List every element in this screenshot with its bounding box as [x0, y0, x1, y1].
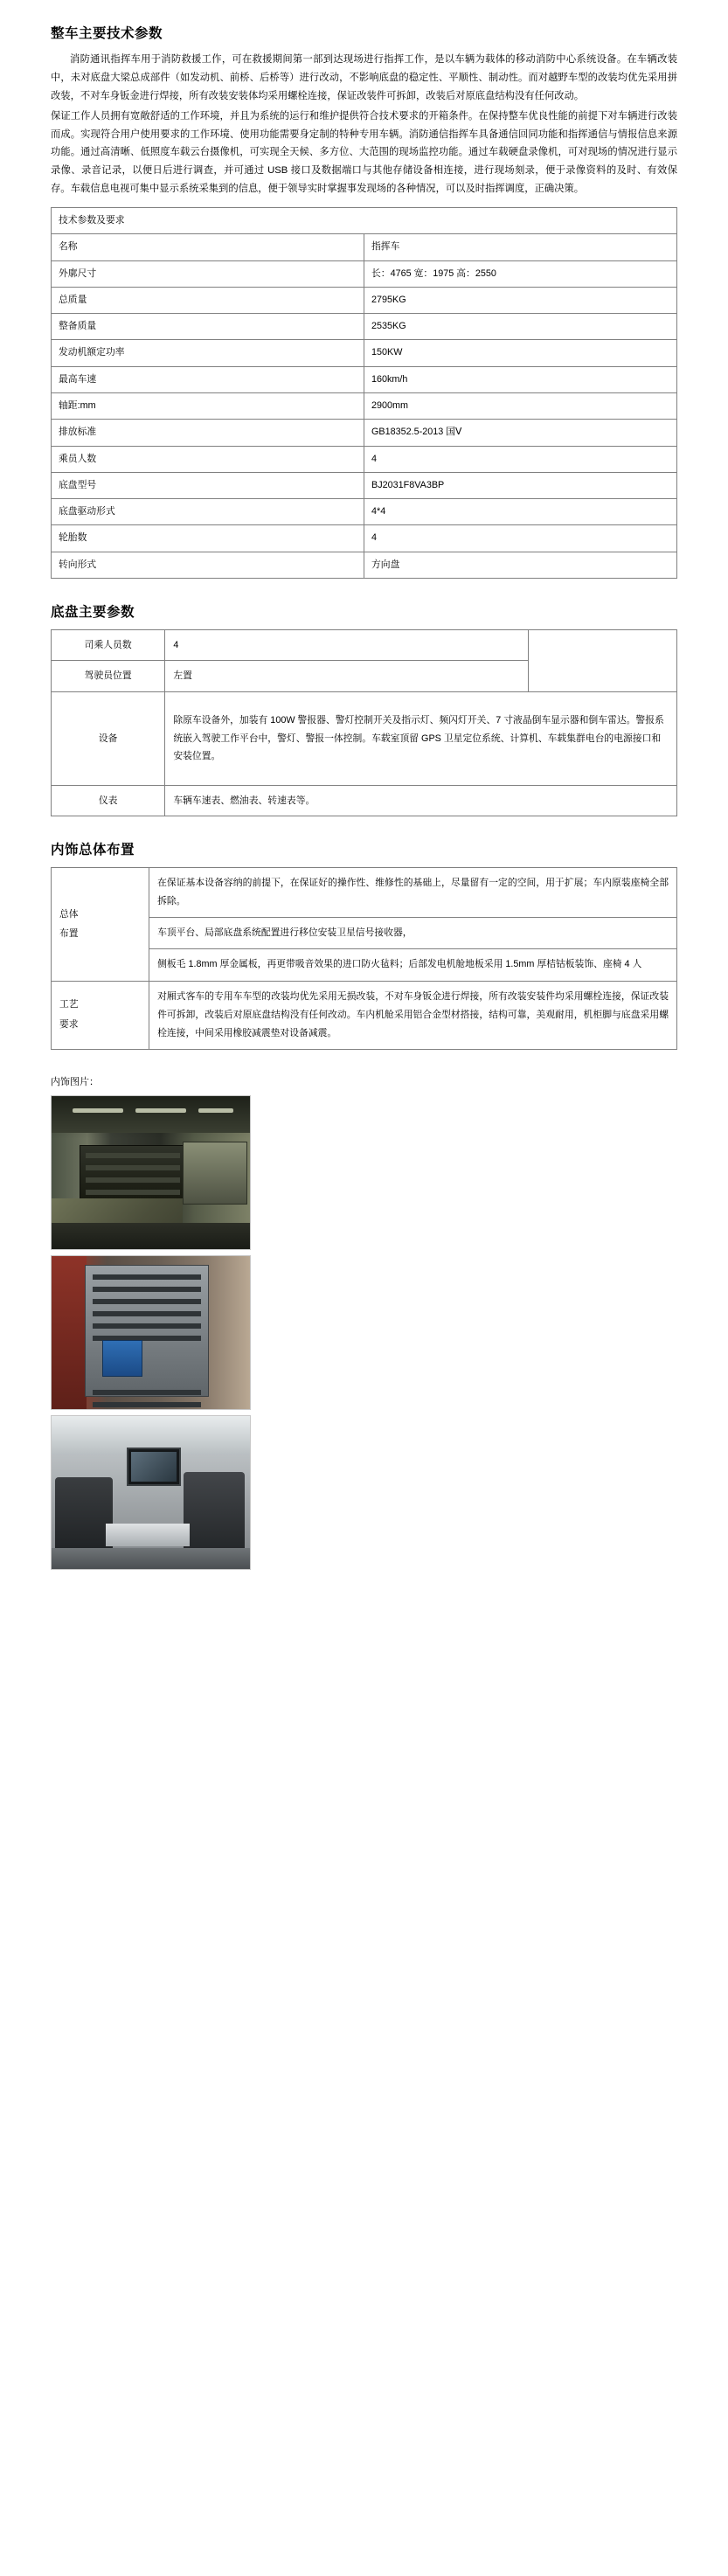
spec-value: BJ2031F8VA3BP [364, 472, 677, 498]
chassis-label: 驾驶员位置 [52, 661, 165, 692]
spec-value: 4 [364, 446, 677, 472]
table-row [52, 446, 677, 472]
interior-text: 对厢式客车的专用车车型的改装均优先采用无损改装，不对车身钣金进行焊接，所有改装安装件均采用螺栓连接，保证改装件可拆卸，改装后对原底盘结构没有任何改动。车内机舱采用铝合金型材搭接，结构可靠，美观耐用，机柜脚与底盘采用螺栓连接，中间采用橡胶减震垫对设备减震。 [149, 981, 677, 1049]
spec-label: 转向形式 [52, 552, 364, 578]
spec-value: 2795KG [364, 287, 677, 313]
table-row [52, 691, 677, 785]
section-title-vehicle: 整车主要技术参数 [51, 26, 163, 41]
table-row [52, 314, 677, 340]
ceiling-strip [52, 1096, 250, 1133]
seat-right [184, 1472, 245, 1556]
vehicle-paragraph-2: 保证工作人员拥有宽敞舒适的工作环境，并且为系统的运行和维护提供符合技术要求的开箱条件。在保持整车优良性能的前提下对车辆进行改装而成。实现符合用户使用要求的工作环境、使用功能需要身定制的特种专用车辆。消防通信指挥车具备通信回同功能和指挥通信与情报信息来源功能。通过高清晰、低照度车载云台摄像机，可实现全天候、多方位、大范围的现场监控功能。通过车载硬盘录像机，可对现场的情况进行显示录像、录音记录，以便日后进行调查，并可通过 USB 接口及数据端口与其他存储设备相连接，进行现场刻录，便于录像资料的及时、有效保存。车载信息电视可集中显示系统采集到的信息，便于领导实时掌握事发现场的各种情况，可以及时指挥调度，正确决策。 [51, 110, 677, 195]
spec-label: 底盘驱动形式 [52, 499, 364, 525]
work-table [106, 1524, 190, 1546]
table-row [52, 287, 677, 313]
interior-label-line-2: 布置 [59, 928, 79, 940]
table-row-header [52, 208, 677, 234]
vehicle-paragraph-1: 消防通讯指挥车用于消防救援工作，可在救援期间第一部到达现场进行指挥工作，是以车辆为载体的移动消防中心系统设备。在车辆改装中，未对底盘大梁总成部件（如发动机、前桥、后桥等）进行改动，不影响底盘的稳定性、平顺性、制动性。而对越野车型的改装均优先采用拼改装，不对车身钣金进行焊接，所有改装安装体均采用螺栓连接，保证改装件可拆卸，改装后对原底盘结构没有任何改动。 [51, 54, 677, 101]
table-row [52, 981, 677, 1049]
monitor-screen [127, 1448, 181, 1486]
chassis-label: 设备 [52, 691, 165, 785]
photos-caption: 内饰图片： [51, 1076, 99, 1087]
spec-value: 2900mm [364, 392, 677, 419]
interior-photo-seats-monitor [51, 1415, 251, 1570]
spec-value: 2535KG [364, 314, 677, 340]
interior-photo-equipment-rack [51, 1095, 251, 1250]
interior-text: 在保证基本设备容纳的前提下，在保证好的操作性、维修性的基础上，尽量留有一定的空间，用于扩展；车内原装座椅全部拆除。 [149, 868, 677, 918]
interior-text: 侧板毛 1.8mm 厚金属板，再更带吸音效果的进口防火毡料；后部发电机舱地板采用 1.5mm 厚桔钴板装饰、座椅 4 人 [149, 949, 677, 981]
vehicle-spec-table [51, 207, 677, 579]
spec-label: 最高车速 [52, 366, 364, 392]
equipment-rack [80, 1145, 186, 1203]
spec-value: 4*4 [364, 499, 677, 525]
spec-label: 排放标准 [52, 420, 364, 446]
table-row [52, 392, 677, 419]
server-cabinet [85, 1265, 209, 1397]
spec-label: 轴距:mm [52, 392, 364, 419]
spec-label: 总质量 [52, 287, 364, 313]
spec-label: 发动机额定功率 [52, 340, 364, 366]
vehicle-spec-table-header: 技术参数及要求 [52, 208, 677, 234]
table-row [52, 785, 677, 816]
spec-value: 方向盘 [364, 552, 677, 578]
interior-label-line-2: 要求 [59, 1019, 79, 1031]
spec-value: 160km/h [364, 366, 677, 392]
interior-photo-red-cabinet [51, 1255, 251, 1410]
spec-label: 名称 [52, 234, 364, 260]
table-row [52, 420, 677, 446]
spec-label: 底盘型号 [52, 472, 364, 498]
section-title-interior: 内饰总体布置 [51, 843, 135, 858]
chassis-value: 4 [165, 629, 529, 661]
spec-label: 乘员人数 [52, 446, 364, 472]
red-wall-panel [52, 1256, 87, 1409]
blue-device [102, 1340, 142, 1377]
interior-text: 车顶平台、局部底盘系统配置进行移位安装卫星信号接收器， [149, 918, 677, 949]
photo-grid [51, 1095, 453, 1570]
control-panel [183, 1142, 247, 1205]
table-row [52, 499, 677, 525]
section-title-chassis: 底盘主要参数 [51, 604, 135, 620]
chassis-value: 车辆车速表、燃油表、转速表等。 [165, 785, 677, 816]
chassis-label: 仪表 [52, 785, 165, 816]
table-row [52, 366, 677, 392]
spec-label: 轮胎数 [52, 525, 364, 552]
spec-value: 指挥车 [364, 234, 677, 260]
floor-strip [52, 1223, 250, 1249]
table-row [52, 868, 677, 918]
spec-label: 外廓尺寸 [52, 260, 364, 287]
chassis-value: 左置 [165, 661, 529, 692]
spec-label: 整备质量 [52, 314, 364, 340]
table-row [52, 552, 677, 578]
chassis-value: 除原车设备外，加装有 100W 警报器、警灯控制开关及指示灯、频闪灯开关、7 寸液晶倒车显示器和倒车雷达。警报系统嵌入驾驶工作平台中，警灯、警报一体控制。车载室顶留 GPS 卫星定位系统、计算机、车载集群电台的电源接口和安装位置。 [165, 691, 677, 785]
floor-strip [52, 1548, 250, 1569]
table-row [52, 340, 677, 366]
interior-label-line-1: 总体 [59, 908, 79, 920]
interior-label-line-1: 工艺 [59, 999, 79, 1010]
chassis-spec-table [51, 629, 677, 817]
chassis-label: 司乘人员数 [52, 629, 165, 661]
chassis-extra-cell [528, 629, 676, 691]
seat-left [55, 1477, 113, 1552]
table-row [52, 472, 677, 498]
interior-table [51, 867, 677, 1049]
table-row [52, 629, 677, 661]
table-row [52, 260, 677, 287]
spec-value: 4 [364, 525, 677, 552]
interior-label-overall [52, 868, 149, 981]
table-row [52, 234, 677, 260]
spec-value: 150KW [364, 340, 677, 366]
spec-value: 长：4765 宽：1975 高：2550 [364, 260, 677, 287]
table-row [52, 525, 677, 552]
spec-value: GB18352.5-2013 国Ⅴ [364, 420, 677, 446]
interior-label-process [52, 981, 149, 1049]
